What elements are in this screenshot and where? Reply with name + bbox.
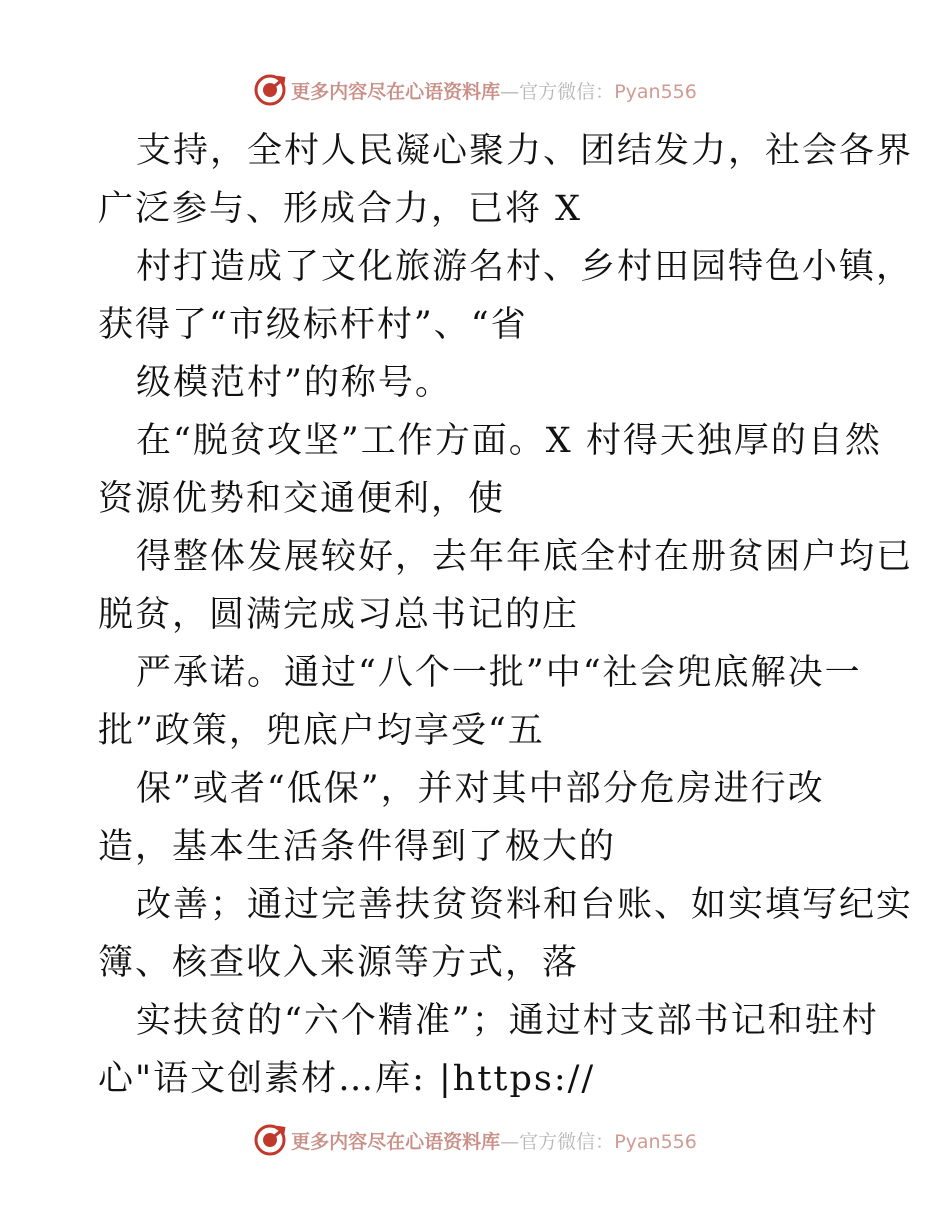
body-line: 簿、核查收入来源等方式，落	[98, 943, 580, 983]
body-line: 改善；通过完善扶贫资料和台账、如实填写纪实	[136, 885, 914, 925]
body-line: 批”政策，兜底户均享受“五	[98, 711, 545, 751]
logo-icon	[253, 1123, 287, 1157]
logo-icon	[253, 73, 287, 107]
body-line: 心"语文创素材…库: |https://	[98, 1059, 596, 1099]
body-line: 获得了“市级标杆村”、“省	[98, 305, 528, 345]
watermark-main: 更多内容尽在心语资料库	[291, 80, 501, 103]
body-line: 村打造成了文化旅游名村、乡村田园特色小镇，	[136, 247, 914, 287]
watermark-wechat-label: 官方微信：	[519, 80, 615, 103]
body-line: 在“脱贫攻坚”工作方面。X 村得天独厚的自然	[136, 421, 882, 461]
body-line: 造，基本生活条件得到了极大的	[98, 827, 617, 867]
body-line: 得整体发展较好，去年年底全村在册贫困户均已	[136, 537, 914, 577]
watermark-separator: —	[500, 1130, 520, 1153]
body-line: 实扶贫的“六个精准”；通过村支部书记和驻村	[136, 1001, 879, 1041]
header-watermark	[0, 70, 950, 110]
body-line: 支持，全村人民凝心聚力、团结发力，社会各界	[136, 131, 914, 171]
watermark-wechat-label: 官方微信：	[519, 1130, 615, 1153]
watermark-main: 更多内容尽在心语资料库	[291, 1130, 501, 1153]
watermark-separator: —	[500, 80, 520, 103]
body-line: 级模范村”的称号。	[136, 363, 452, 403]
body-line: 脱贫，圆满完成习总书记的庄	[98, 595, 580, 635]
body-line: 广泛参与、形成合力，已将 X	[98, 189, 583, 229]
footer-watermark	[0, 1120, 950, 1160]
body-line: 严承诺。通过“八个一批”中“社会兜底解决一	[136, 653, 862, 693]
watermark-wechat-id: Pyan556	[614, 80, 697, 103]
body-line: 保”或者“低保”，并对其中部分危房进行改	[136, 769, 825, 809]
watermark-wechat-id: Pyan556	[614, 1130, 697, 1153]
body-line: 资源优势和交通便利，使	[98, 479, 506, 519]
watermark-text	[291, 77, 697, 104]
watermark-text	[291, 1127, 697, 1154]
